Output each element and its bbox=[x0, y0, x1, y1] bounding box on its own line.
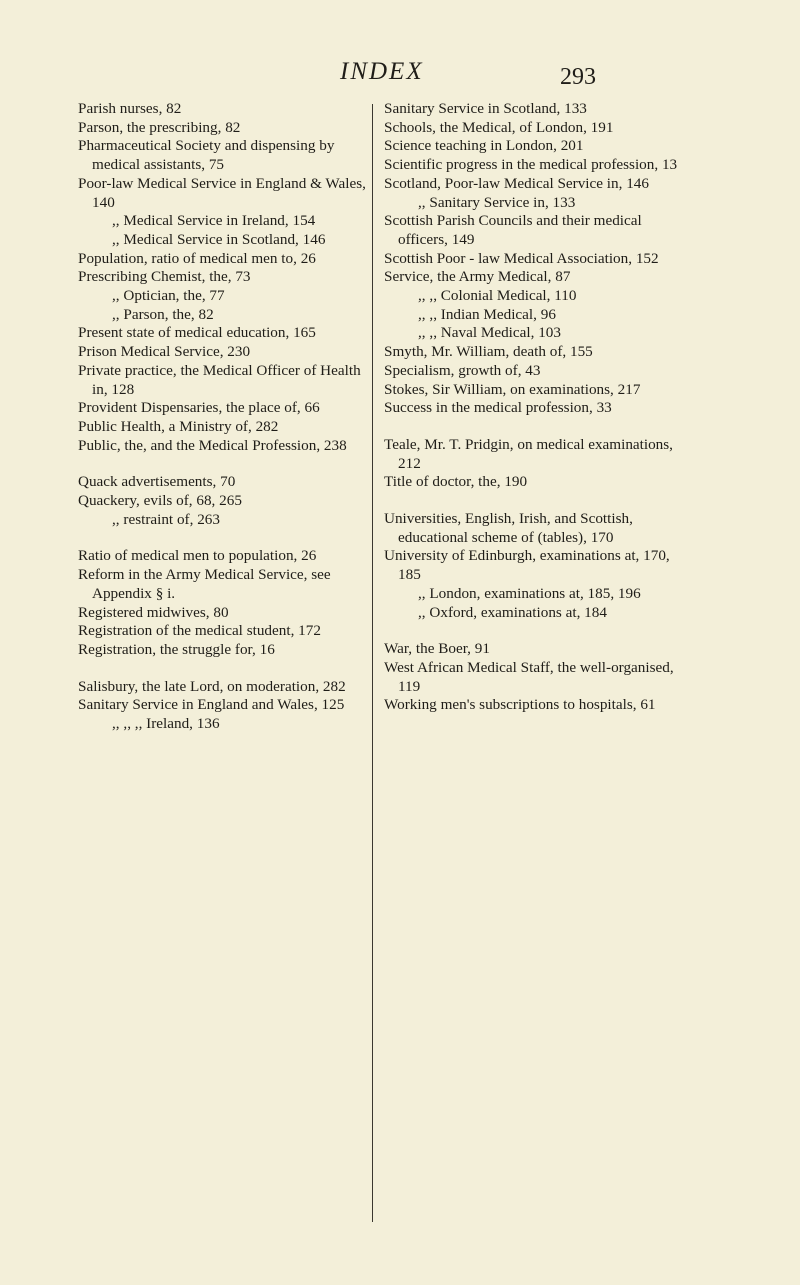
index-entry: Stokes, Sir William, on examinations, 217 bbox=[384, 380, 641, 398]
section-gap bbox=[78, 455, 378, 473]
index-subentry: ,, Oxford, examinations at, 184 bbox=[418, 603, 607, 621]
index-entry: Poor-law Medical Service in England & Wales, 140 bbox=[78, 174, 366, 211]
index-entry: Specialism, growth of, 43 bbox=[384, 361, 541, 379]
index-entry: Present state of medical education, 165 bbox=[78, 324, 316, 342]
index-entry: Science teaching in London, 201 bbox=[384, 137, 584, 155]
index-entry: Quack advertisements, 70 bbox=[78, 473, 236, 491]
index-column-left bbox=[78, 100, 378, 734]
index-subentry: ,, Sanitary Service in, 133 bbox=[418, 193, 576, 211]
index-subentry: ,, ,, Indian Medical, 96 bbox=[418, 305, 556, 323]
index-subentry: ,, Medical Service in Ireland, 154 bbox=[112, 212, 316, 230]
index-entry: Scientific progress in the medical profession, 13 bbox=[384, 156, 678, 174]
section-gap bbox=[384, 622, 684, 640]
index-subentry: ,, Optician, the, 77 bbox=[112, 287, 225, 305]
index-entry: Success in the medical profession, 33 bbox=[384, 399, 612, 417]
index-entry: Pharmaceutical Society and dispensing by medical assistants, 75 bbox=[78, 137, 335, 174]
index-entry: Quackery, evils of, 68, 265 bbox=[78, 492, 242, 510]
section-gap bbox=[384, 418, 684, 436]
index-entry: Registration of the medical student, 172 bbox=[78, 622, 321, 640]
index-entry: Provident Dispensaries, the place of, 66 bbox=[78, 399, 320, 417]
running-title: INDEX bbox=[340, 58, 424, 85]
index-entry: Salisbury, the late Lord, on moderation, 282 bbox=[78, 677, 346, 695]
column-divider bbox=[372, 104, 373, 1222]
index-entry: War, the Boer, 91 bbox=[384, 640, 490, 658]
index-entry: Universities, English, Irish, and Scottish, educational scheme of (tables), 170 bbox=[384, 510, 633, 546]
index-entry: Scotland, Poor-law Medical Service in, 146 bbox=[384, 174, 649, 192]
index-subentry: ,, ,, Naval Medical, 103 bbox=[418, 324, 561, 342]
index-entry: Registration, the struggle for, 16 bbox=[78, 640, 275, 658]
index-subentry: ,, ,, Colonial Medical, 110 bbox=[418, 287, 577, 305]
page-header bbox=[0, 58, 800, 94]
index-entry: Parish nurses, 82 bbox=[78, 100, 182, 117]
index-entry: Working men's subscriptions to hospitals, 61 bbox=[384, 696, 656, 714]
index-column-right bbox=[384, 100, 684, 715]
index-entry: Public, the, and the Medical Profession, 238 bbox=[78, 436, 347, 454]
index-entry: Public Health, a Ministry of, 282 bbox=[78, 417, 279, 435]
index-entry: Sanitary Service in Scotland, 133 bbox=[384, 100, 587, 117]
index-subentry: ,, restraint of, 263 bbox=[112, 510, 220, 528]
index-entry: Scottish Parish Councils and their medical officers, 149 bbox=[384, 212, 642, 248]
index-subentry: ,, Medical Service in Scotland, 146 bbox=[112, 230, 326, 248]
index-entry: Sanitary Service in England and Wales, 125 bbox=[78, 696, 345, 714]
index-entry: Ratio of medical men to population, 26 bbox=[78, 547, 317, 565]
index-entry: Population, ratio of medical men to, 26 bbox=[78, 249, 316, 267]
index-entry: University of Edinburgh, examinations at, 170, 185 bbox=[384, 547, 670, 584]
index-entry: Teale, Mr. T. Pridgin, on medical examinations, 212 bbox=[384, 435, 673, 472]
index-entry: Scottish Poor - law Medical Association, 152 bbox=[384, 249, 659, 267]
index-entry: Reform in the Army Medical Service, see Appendix § i. bbox=[78, 566, 331, 602]
index-entry: Parson, the prescribing, 82 bbox=[78, 118, 241, 136]
index-subentry: ,, London, examinations at, 185, 196 bbox=[418, 584, 641, 602]
index-entry: Prison Medical Service, 230 bbox=[78, 343, 251, 361]
index-entry: Title of doctor, the, 190 bbox=[384, 473, 528, 491]
section-gap bbox=[78, 529, 378, 547]
index-entry: Schools, the Medical, of London, 191 bbox=[384, 118, 614, 136]
index-subentry: ,, Parson, the, 82 bbox=[112, 305, 214, 323]
section-gap bbox=[78, 660, 378, 678]
index-entry: Private practice, the Medical Officer of Health in, 128 bbox=[78, 361, 361, 398]
index-subentry: ,, ,, ,, Ireland, 136 bbox=[112, 715, 220, 733]
index-entry: Registered midwives, 80 bbox=[78, 603, 229, 621]
index-entry: West African Medical Staff, the well-organised, 119 bbox=[384, 658, 674, 695]
page-number: 293 bbox=[560, 64, 596, 90]
index-entry: Smyth, Mr. William, death of, 155 bbox=[384, 343, 593, 361]
index-entry: Service, the Army Medical, 87 bbox=[384, 268, 571, 286]
section-gap bbox=[384, 492, 684, 510]
index-entry: Prescribing Chemist, the, 73 bbox=[78, 268, 251, 286]
